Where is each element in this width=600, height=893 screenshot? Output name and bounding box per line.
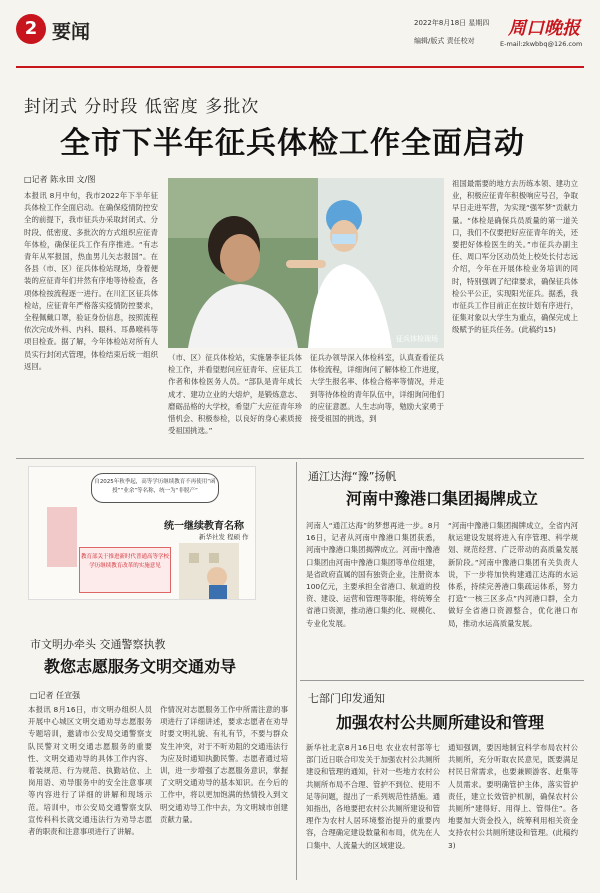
lead-photo [168, 178, 444, 348]
lead-column-2: （市、区）征兵体检站，实施暑李征兵体检工作，并看望慰问应征青年、应征兵工作者和体检医务人员。“部队是青年成长成才、建功立业的大熔炉，是锻炼意志、磨砺品格的大学校，希望广大应征青年珍惜机会、积极参检，以良好的身心素质接受祖国挑选。” [168, 353, 302, 436]
masthead-logo: 周口晚报 [508, 18, 580, 39]
cartoon-speech-bubble: 自2025年秋季起，高等学历继续教育不再使用“函授”“业余”等名称，统一为“非脱产” [91, 473, 219, 503]
port-column-1: 河南人“通江达海”的梦想再进一步。8月16日，记者从河南中豫港口集团获悉，河南中豫港口集团揭牌成立。河南中豫港口集团由河南中豫港口集团等单位组建，是省政府直属的国有独资企业，注册资本100亿元，主要承担全省港口、航道的投资、建设、运营和管理等职能，将统筹全省港口资源，推动港口集约化、规模化、专业化发展。 [306, 521, 440, 628]
toilet-headline: 加强农村公共厕所建设和管理 [336, 713, 545, 732]
photo-caption: 征兵体检现场 [396, 335, 438, 343]
toilet-kicker: 七部门印发通知 [308, 692, 385, 705]
toilet-column-2: 通知强调，要因地制宜科学布局农村公共厕所，充分听取农民意见，既要满足村民日常需求，也要兼顾游客、赶集等人员需求。要明确管护主体，落实管护责任，建立长效管护机制，确保农村公共厕所“建得好、用得上、管得住”。各地要加大资金投入，统筹利用相关资金支持农村公共厕所建设和管理。(此稿约3) [448, 743, 578, 850]
traffic-headline: 教您志愿服务文明交通劝导 [44, 657, 237, 676]
lead-column-1: 本报讯 8月中旬，我市2022年下半年征兵体检工作全面启动。在确保疫情防控安全的前提下，我市征兵办采取封闭式、分时段、低密度、多批次的方式组织应征青年体检，确保征兵工作有序推进。“有志青年从军报国，热血男儿矢志报国”。在各县（市、区）征兵体检站现场，身着便装的应征青年们井然有序地等待检查，各项体检按流程逐一进行。在川汇区征兵体检站，应征青年严格落实疫情防控要求，全程佩戴口罩，验证身份信息，按照流程依次完成外科、内科、眼科、耳鼻喉科等项目检查。据了解，今年体检站对所有人员实行封闭式管理，体检结束后统一组织返回。 [24, 191, 158, 371]
medical-exam-illustration [168, 178, 444, 348]
lead-kicker: 封闭式 分时段 低密度 多批次 [24, 97, 260, 117]
lead-headline: 全市下半年征兵体检工作全面启动 [60, 126, 525, 161]
port-column-2: “河南中豫港口集团揭牌成立，全省内河航运建设发展将进入有序管理、科学规划、规范经营、广泛带动的高质量发展新阶段。”河南中豫港口集团有关负责人说，下一步将加快构建通江达海的水运体系，持续完善港口集疏运体系，努力打造“一核三区多点”内河港口群，全力做好全省港口资源整合，优化港口布局，推动水运高质量发展。 [448, 521, 578, 628]
cartoon-title: 统一继续教育名称 [164, 521, 244, 532]
lead-byline: □记者 陈永田 文/图 [24, 175, 96, 184]
lead-column-3: 征兵办领导深入体检科室，认真查看征兵体检流程，详细询问了解体检工作进度，大学生报名率、体检合格率等情况，并走到等待体检的青年队伍中，详细询问他们的应征意愿。人生志向等，勉励大家勇于接受祖国的挑选，到 [310, 353, 444, 424]
cartoon-author: 新华社发 程硕 作 [199, 533, 249, 541]
port-kicker: 通江达海“豫”扬帆 [308, 470, 397, 483]
traffic-column-1: 本报讯 8月16日，市文明办组织人员开展中心城区文明交通劝导志愿服务专题培训，邀请市公安局交通警察支队民警对文明交通志愿服务的重要性、文明交通劝导的具体工作内容、着装规范、行为规范、执勤站位、上岗用语、劝导服务中的安全注意事项等内容进行了详细的讲解和现场示范。培训中，市公安局交通警察支队宣传科科长就交通违法行为劝导志愿者的职责和注意事项进行了讲解。 [28, 705, 152, 837]
header-rule [16, 66, 584, 68]
contact-email: E-mail:zkwbbq@126.com [500, 40, 583, 48]
port-headline: 河南中豫港口集团揭牌成立 [346, 489, 539, 508]
port-divider [300, 680, 584, 681]
cartoon-sign: 教育部关于推进新时代普通高等学校学历继续教育改革的实施意见 [79, 547, 171, 593]
traffic-column-2: 作情况对志愿服务工作中所需注意的事项进行了详细讲述，要求志愿者在劝导时要文明礼貌、有礼有节，不要与群众发生冲突，对于不听劝阻的交通违法行为应及时通知执勤民警。志愿者通过培训，进一步增强了志愿服务意识，掌握了文明交通劝导的基本知识。在今后的工作中，将以更加饱满的热情投入到文明交通劝导工作中去，为文明城市创建贡献力量。 [160, 705, 288, 824]
cartoon-illustration [28, 466, 256, 600]
section-divider [16, 458, 584, 459]
page-number: 2 [16, 14, 46, 44]
traffic-kicker: 市文明办牵头 交通警察执教 [30, 638, 166, 651]
section-name: 要闻 [52, 21, 91, 43]
page-header [16, 14, 584, 66]
issue-date: 2022年8月18日 星期四 [414, 19, 490, 27]
traffic-byline: □记者 任宣强 [30, 691, 81, 700]
editors-line: 编辑/版式 责任校对 [414, 37, 475, 45]
column-divider [296, 462, 297, 880]
toilet-column-1: 新华社北京8月16日电 农业农村部等七部门近日联合印发关于加强农村公共厕所建设和管理的通知，针对一些地方农村公共厕所布局不合理、管护不到位、使用不足等问题，提出了一系列规范性措施。通知指出，各地要把农村公共厕所建设和管理作为农村人居环境整治提升的重要内容，合理确定建设数量和布局，优先在人口集中、人流量大的区域建设。 [306, 743, 440, 850]
lead-column-4: 祖国最需要的地方去历练本领、建功立业，积极应征青年积极响应号召，争取早日走进军营，为实现“强军梦”贡献力量。“体检是确保兵员质量的第一道关口，我们不仅要把好应征青年的关，还要把好体检医生的关。”市征兵办副主任、周口军分区动员处上校处长付志远介绍，今年在开展体检业务培训的同时，特别强调了纪律要求，确保征兵体检公平公正，实现阳光征兵。据悉，我市征兵工作目前正在按计划有序进行，征集对象以大学生为重点，确保完成上级赋予的征兵任务。(此稿约15) [452, 179, 578, 335]
